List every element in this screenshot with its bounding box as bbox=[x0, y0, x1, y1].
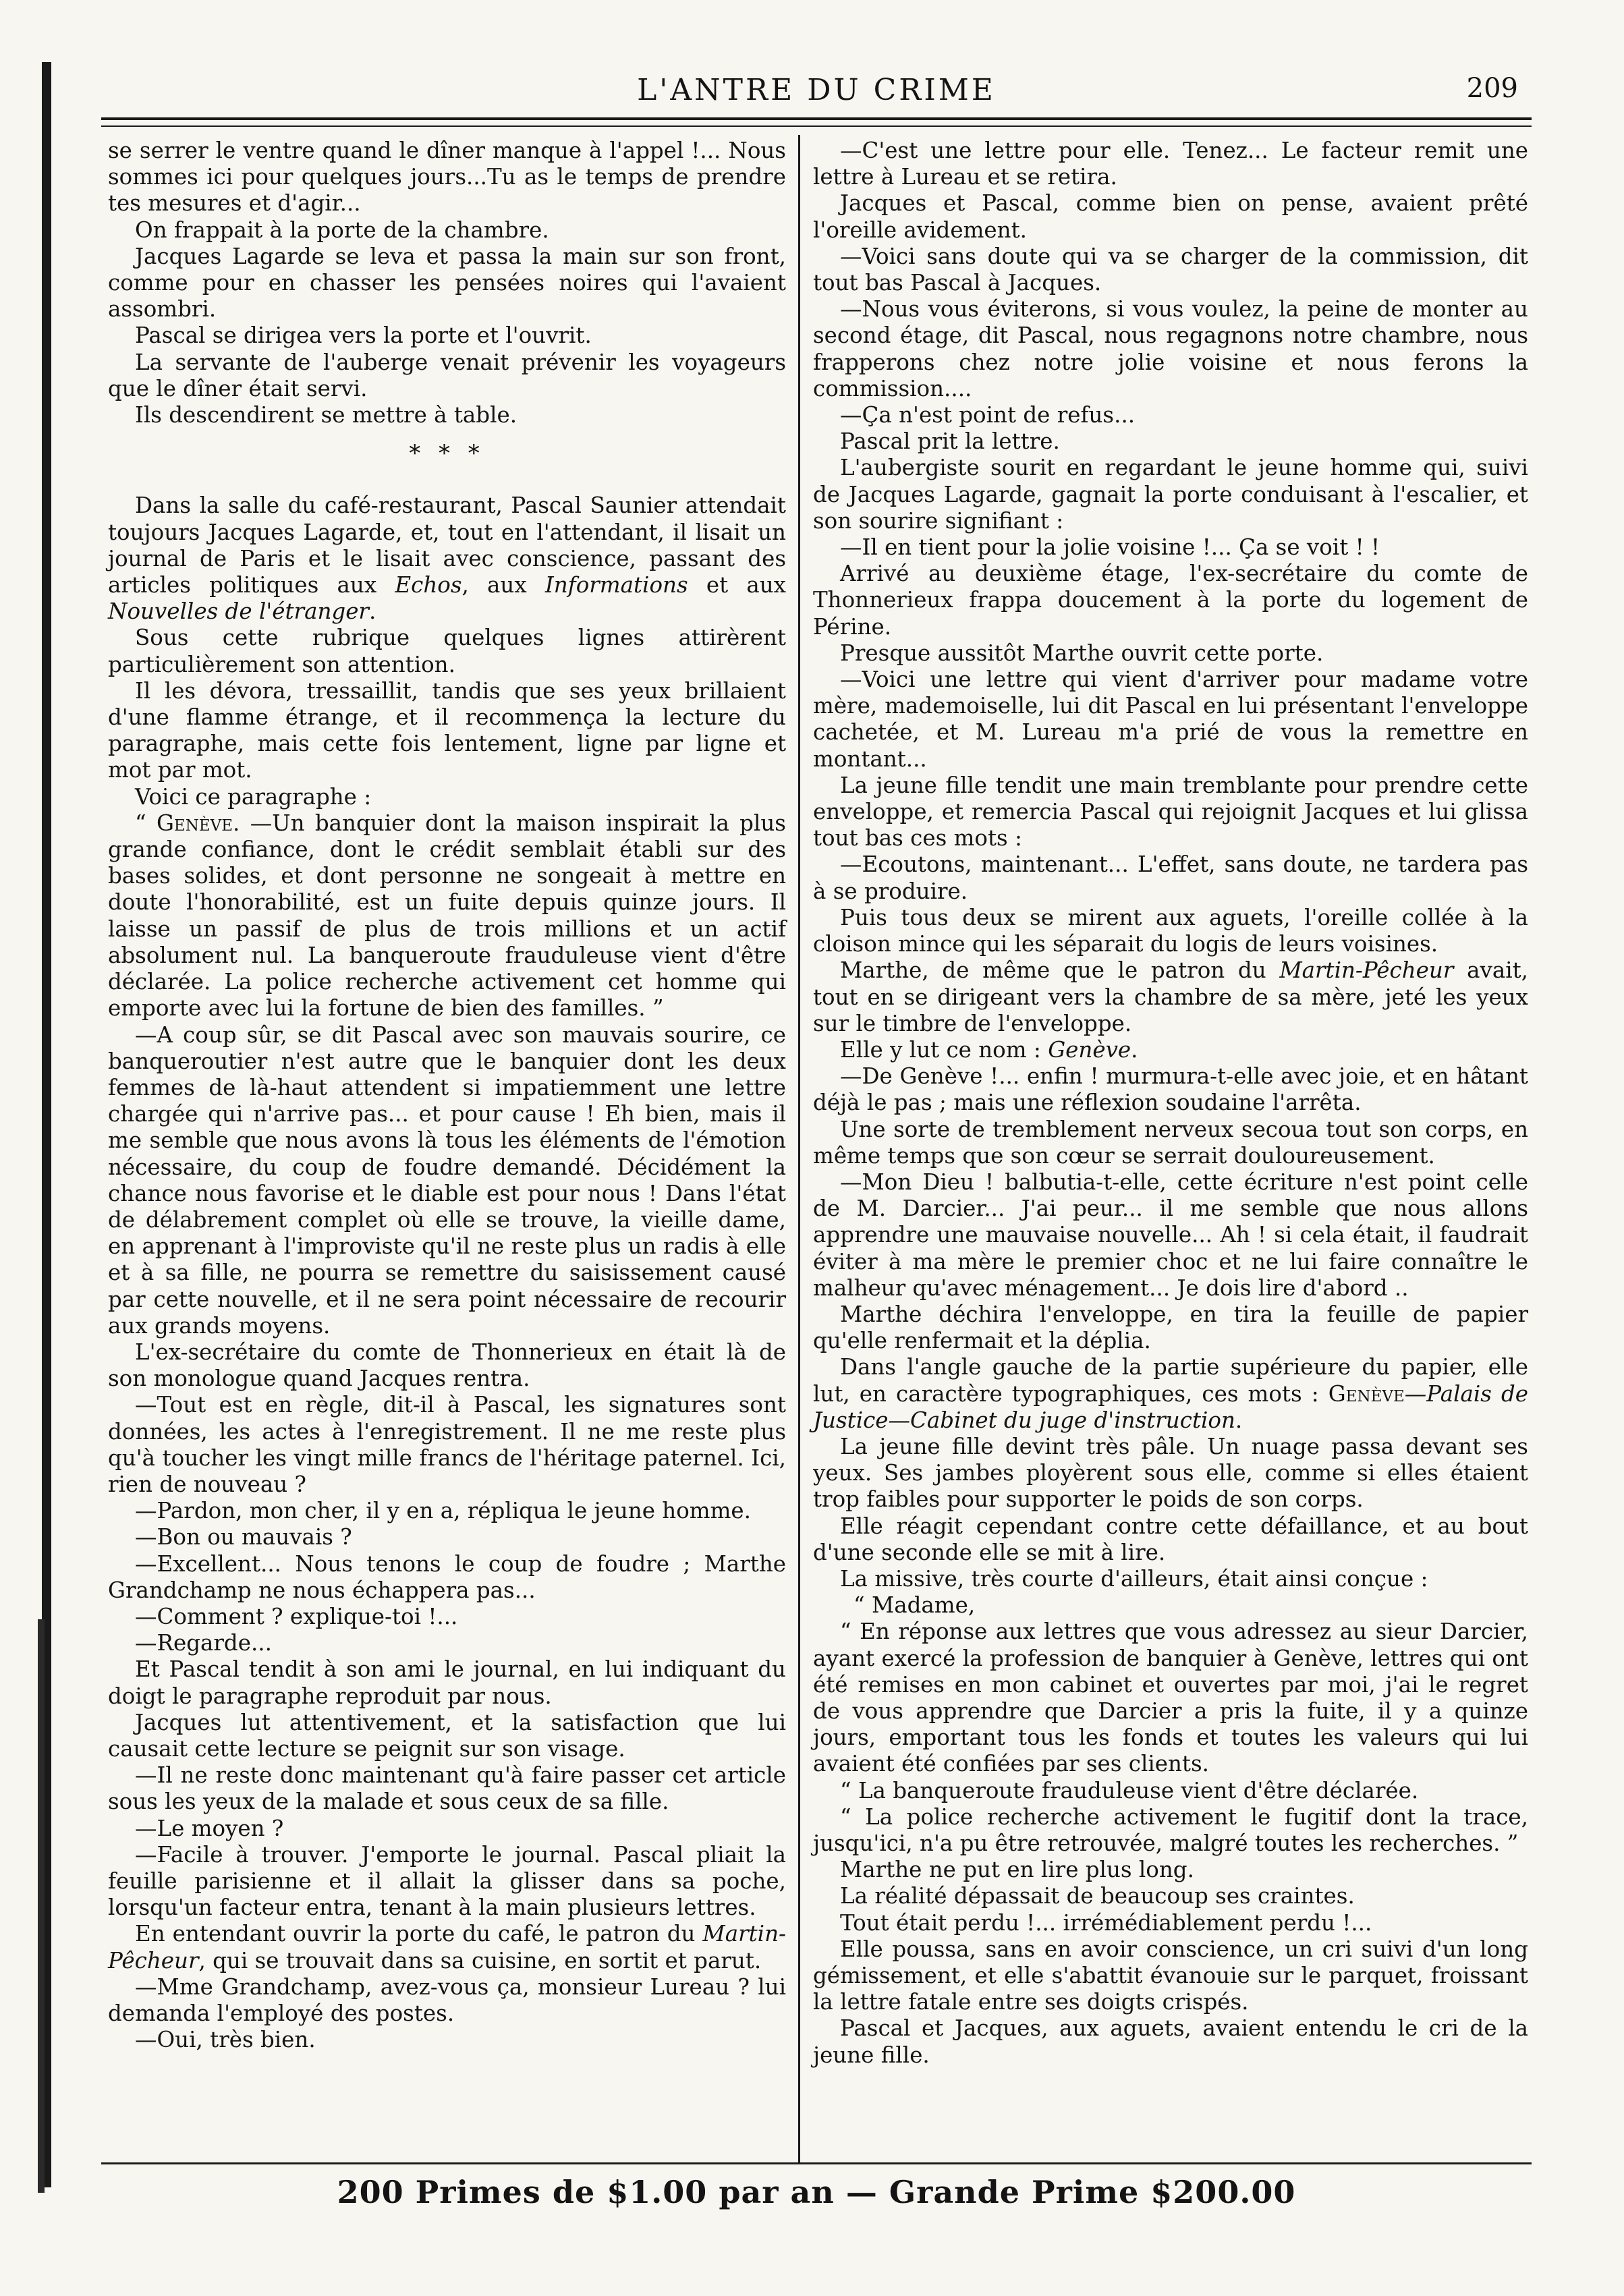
paragraph: La jeune fille devint très pâle. Un nuage passa devant ses yeux. Ses jambes ployèrent sous elle, comme si elles étaient trop faibles pour supporter le poids de son corps. bbox=[813, 1433, 1528, 1513]
text-run: Dans l'angle gauche de la partie supérieure du papier, elle lut, en caractère typographiques, ces mots : bbox=[813, 1354, 1528, 1407]
paragraph: —Voici sans doute qui va se charger de la commission, dit tout bas Pascal à Jacques. bbox=[813, 243, 1528, 296]
small-caps-run: Genève bbox=[1328, 1380, 1405, 1407]
paragraph: —Il en tient pour la jolie voisine !... Ça se voit ! ! bbox=[840, 534, 1380, 561]
paragraph: L'aubergiste sourit en regardant le jeune homme qui, suivi de Jacques Lagarde, gagnait la porte conduisant à l'escalier, et son sourire signifiant : bbox=[813, 455, 1528, 534]
paragraph: —C'est une lettre pour elle. Tenez... Le facteur remit une lettre à Lureau et se retira. bbox=[813, 138, 1528, 190]
paragraph: Pascal prit la lettre. bbox=[840, 428, 1060, 455]
paragraph: Arrivé au deuxième étage, l'ex-secrétaire du comte de Thonnerieux frappa doucement à la porte du logement de Périne. bbox=[813, 561, 1528, 640]
paragraph: —Regarde... bbox=[135, 1630, 272, 1656]
text-run: et aux bbox=[706, 572, 786, 598]
paragraph: Marthe ne put en lire plus long. bbox=[840, 1857, 1194, 1883]
paragraph: —Comment ? explique-toi !... bbox=[135, 1603, 458, 1629]
paragraph: —Nous vous éviterons, si vous voulez, la peine de monter au second étage, dit Pascal, nous regagnons notre chambre, nous frapperons chez notre jolie voisine et nous ferons la commission.... bbox=[813, 296, 1528, 401]
italic-run: Genève bbox=[1048, 1036, 1131, 1063]
italic-run: Martin-Pêcheur bbox=[1279, 957, 1454, 984]
section-break-asterism: * * * bbox=[409, 440, 485, 468]
paragraph: —Mon Dieu ! balbutia-t-elle, cette écriture n'est point celle de M. Darcier... J'ai peur... il me semble que nous allons apprendre une mauvaise nouvelle... Ah ! si cela était, il faudrait éviter à ma mère le premier choc et ne lui faire connaître le malheur qu'avec ménagement... Je dois lire d'abord .. bbox=[813, 1169, 1528, 1301]
paragraph: La servante de l'auberge venait prévenir les voyageurs que le dîner était servi. bbox=[108, 349, 786, 401]
letter-paragraph: “ La banqueroute frauduleuse vient d'être déclarée. bbox=[840, 1777, 1419, 1803]
paragraph: On frappait à la porte de la chambre. bbox=[135, 217, 549, 243]
footer-advert: 200 Primes de $1.00 par an — Grande Prime $200.00 bbox=[337, 2174, 1296, 2210]
paragraph: Il les dévora, tressaillit, tandis que ses yeux brillaient d'une flamme étrange, et il recommença la lecture du paragraphe, mais cette fois lentement, ligne par ligne et mot par mot. bbox=[108, 677, 786, 783]
paragraph bbox=[813, 957, 1528, 1037]
paragraph: Tout était perdu !... irrémédiablement perdu !... bbox=[840, 1909, 1372, 1936]
paragraph: La jeune fille tendit une main tremblante pour prendre cette enveloppe, et remercia Pascal qui rejoignit Jacques et lui glissa tout bas ces mots : bbox=[813, 772, 1528, 851]
italic-run: Echos bbox=[395, 572, 462, 598]
text-run: —Un banquier dont la maison inspirait la plus grande confiance, dont le crédit semblait établi sur des bases solides, et dont personne ne songeait à mettre en doute l'honorabilité, est un fuite depuis quinze jours. Il laisse un passif de plus de trois millions et un actif absolument nul. La banqueroute frauduleuse vient d'être déclarée. La police recherche activement cet homme qui emporte avec lui la fortune de bien des familles. ” bbox=[108, 810, 786, 1021]
letter-paragraph: “ La police recherche activement le fugitif dont la trace, jusqu'ici, n'a pu être retrouvée, malgré toutes les recherches. ” bbox=[813, 1803, 1528, 1856]
paragraph: —Tout est en règle, dit-il à Pascal, les signatures sont données, les actes à l'enregistrement. Il ne me reste plus qu'à toucher les vingt mille francs de l'héritage paternel. Ici, rien de nouveau ? bbox=[108, 1392, 786, 1497]
paragraph: Puis tous deux se mirent aux aguets, l'oreille collée à la cloison mince qui les séparait du logis de leurs voisines. bbox=[813, 904, 1528, 957]
paragraph: Sous cette rubrique quelques lignes attirèrent particulièrement son attention. bbox=[108, 625, 786, 677]
paragraph bbox=[813, 1354, 1528, 1434]
paragraph: —Il ne reste donc maintenant qu'à faire passer cet article sous les yeux de la malade et sous ceux de sa fille. bbox=[108, 1762, 786, 1815]
paragraph: La réalité dépassait de beaucoup ses craintes. bbox=[840, 1883, 1355, 1909]
paragraph: —Le moyen ? bbox=[135, 1815, 284, 1841]
paragraph: Elle réagit cependant contre cette défaillance, et au bout d'une seconde elle se mit à lire. bbox=[813, 1513, 1528, 1565]
binding-edge-shadow bbox=[38, 1619, 45, 2193]
running-header bbox=[101, 73, 1532, 120]
left-column bbox=[108, 138, 786, 2053]
small-caps-run: “ Genève. bbox=[135, 810, 240, 836]
column-divider bbox=[798, 135, 800, 2162]
paragraph: Jacques Lagarde se leva et passa la main sur son front, comme pour en chasser les pensées noires qui l'avaient assombri. bbox=[108, 243, 786, 323]
running-title: L'ANTRE DU CRIME bbox=[637, 73, 996, 107]
header-rule-thick bbox=[101, 117, 1532, 120]
paragraph: —Facile à trouver. J'emporte le journal. Pascal pliait la feuille parisienne et il allait la glisser dans sa poche, lorsqu'un facteur entra, tenant à la main plusieurs lettres. bbox=[108, 1841, 786, 1921]
text-run: En entendant ouvrir la porte du café, le patron du bbox=[135, 1921, 696, 1947]
text-run: . bbox=[368, 598, 376, 625]
paragraph bbox=[108, 1921, 786, 1973]
paragraph: Pascal et Jacques, aux aguets, avaient entendu le cri de la jeune fille. bbox=[813, 2015, 1528, 2068]
paragraph: Une sorte de tremblement nerveux secoua tout son corps, en même temps que son cœur se serrait douloureusement. bbox=[813, 1116, 1528, 1169]
paragraph: —Voici une lettre qui vient d'arriver pour madame votre mère, mademoiselle, lui dit Pascal en lui présentant l'enveloppe cachetée, et M. Lureau m'a prié de vous la remettre en montant... bbox=[813, 667, 1528, 772]
text-run: avait, tout en se dirigeant vers la chambre de sa mère, jeté les yeux sur le timbre de l'enveloppe. bbox=[813, 957, 1528, 1036]
letter-paragraph: “ En réponse aux lettres que vous adressez au sieur Darcier, ayant exercé la profession de banquier à Genève, lettres qui ont été remises en mon cabinet et ouvertes par moi, j'ai le regret de vous apprendre que Darcier a pris la fuite, il y a quinze jours, emportant tous les fonds et toutes les valeurs qui lui avaient été confiées par ses clients. bbox=[813, 1619, 1528, 1777]
paragraph: La missive, très courte d'ailleurs, était ainsi conçue : bbox=[840, 1565, 1428, 1592]
text-run: Dans la salle du café-restaurant, Pascal Saunier attendait toujours Jacques Lagarde, et, tout en l'attendant, il lisait un journal de Paris et le lisait avec conscience, passant des articles politiques aux bbox=[108, 493, 786, 598]
paragraph: Marthe déchira l'enveloppe, en tira la feuille de papier qu'elle renfermait et la déplia. bbox=[813, 1301, 1528, 1354]
page-number: 209 bbox=[1466, 73, 1518, 104]
text-run: . bbox=[1235, 1407, 1243, 1433]
paragraph: —Pardon, mon cher, il y en a, répliqua le jeune homme. bbox=[135, 1498, 751, 1524]
footer-rule bbox=[101, 2162, 1532, 2164]
text-run: . bbox=[1131, 1036, 1138, 1063]
italic-run: Informations bbox=[544, 572, 688, 598]
paragraph: —Bon ou mauvais ? bbox=[135, 1524, 352, 1550]
paragraph: Presque aussitôt Marthe ouvrit cette porte. bbox=[840, 640, 1324, 666]
text-run: Elle y lut ce nom : bbox=[840, 1036, 1041, 1063]
paragraph: —De Genève !... enfin ! murmura-t-elle avec joie, et en hâtant déjà le pas ; mais une réflexion soudaine l'arrêta. bbox=[813, 1063, 1528, 1116]
text-run: , aux bbox=[461, 572, 527, 598]
paragraph: Jacques et Pascal, comme bien on pense, avaient prêté l'oreille avidement. bbox=[813, 190, 1528, 243]
text-run: , qui se trouvait dans sa cuisine, en sortit et parut. bbox=[198, 1947, 762, 1973]
paragraph bbox=[108, 493, 786, 625]
paragraph bbox=[813, 1037, 1528, 1063]
paragraph: —A coup sûr, se dit Pascal avec son mauvais sourire, ce banqueroutier n'est autre que le banquier dont les deux femmes de là-haut attendent si impatiemment une lettre chargée qui n'arrive pas... et pour cause ! Eh bien, mais il me semble que nous avons là tous les éléments de l'émotion nécessaire, du coup de foudre demandé. Décidément la chance nous favorise et le diable est pour nous ! Dans l'état de délabrement complet où elle se trouve, la vieille dame, en apprenant à l'improviste qu'il ne reste plus un radis à elle et à sa fille, ne pourra se remettre du saisissement causé par cette nouvelle, et il ne sera point nécessaire de recourir aux grands moyens. bbox=[108, 1021, 786, 1339]
paragraph: —Ça n'est point de refus... bbox=[840, 402, 1136, 428]
italic-run: Nouvelles de l'étranger bbox=[108, 598, 369, 625]
paragraph: —Excellent... Nous tenons le coup de foudre ; Marthe Grandchamp ne nous échappera pas... bbox=[108, 1550, 786, 1603]
paragraph: se serrer le ventre quand le dîner manque à l'appel !... Nous sommes ici pour quelques jours...Tu as le temps de prendre tes mesures et d'agir... bbox=[108, 138, 786, 217]
right-column bbox=[813, 138, 1528, 2069]
paragraph: Pascal se dirigea vers la porte et l'ouvrit. bbox=[135, 323, 592, 349]
header-rule-thin bbox=[101, 125, 1532, 127]
paragraph: Elle poussa, sans en avoir conscience, un cri suivi d'un long gémissement, et elle s'abattit évanouie sur le parquet, froissant la lettre fatale entre ses doigts crispés. bbox=[813, 1936, 1528, 2015]
italic-run: —Palais de Justice—Cabinet du juge d'instruction bbox=[813, 1380, 1528, 1433]
paragraph: Et Pascal tendit à son ami le journal, en lui indiquant du doigt le paragraphe reproduit par nous. bbox=[108, 1656, 786, 1709]
paragraph: L'ex-secrétaire du comte de Thonnerieux en était là de son monologue quand Jacques rentra. bbox=[108, 1339, 786, 1392]
paragraph: —Mme Grandchamp, avez-vous ça, monsieur Lureau ? lui demanda l'employé des postes. bbox=[108, 1973, 786, 2027]
paragraph: Jacques lut attentivement, et la satisfaction que lui causait cette lecture se peignit sur son visage. bbox=[108, 1709, 786, 1762]
paragraph: —Oui, très bien. bbox=[135, 2027, 316, 2053]
quoted-news-item bbox=[108, 810, 786, 1022]
letter-salutation: “ Madame, bbox=[853, 1592, 976, 1619]
italic-run: Martin-Pêcheur bbox=[108, 1921, 786, 1973]
text-run: Marthe, de même que le patron du bbox=[840, 957, 1266, 984]
paragraph: Voici ce paragraphe : bbox=[135, 783, 372, 810]
paragraph: Ils descendirent se mettre à table. bbox=[135, 402, 517, 428]
paragraph: —Ecoutons, maintenant... L'effet, sans doute, ne tardera pas à se produire. bbox=[813, 851, 1528, 904]
